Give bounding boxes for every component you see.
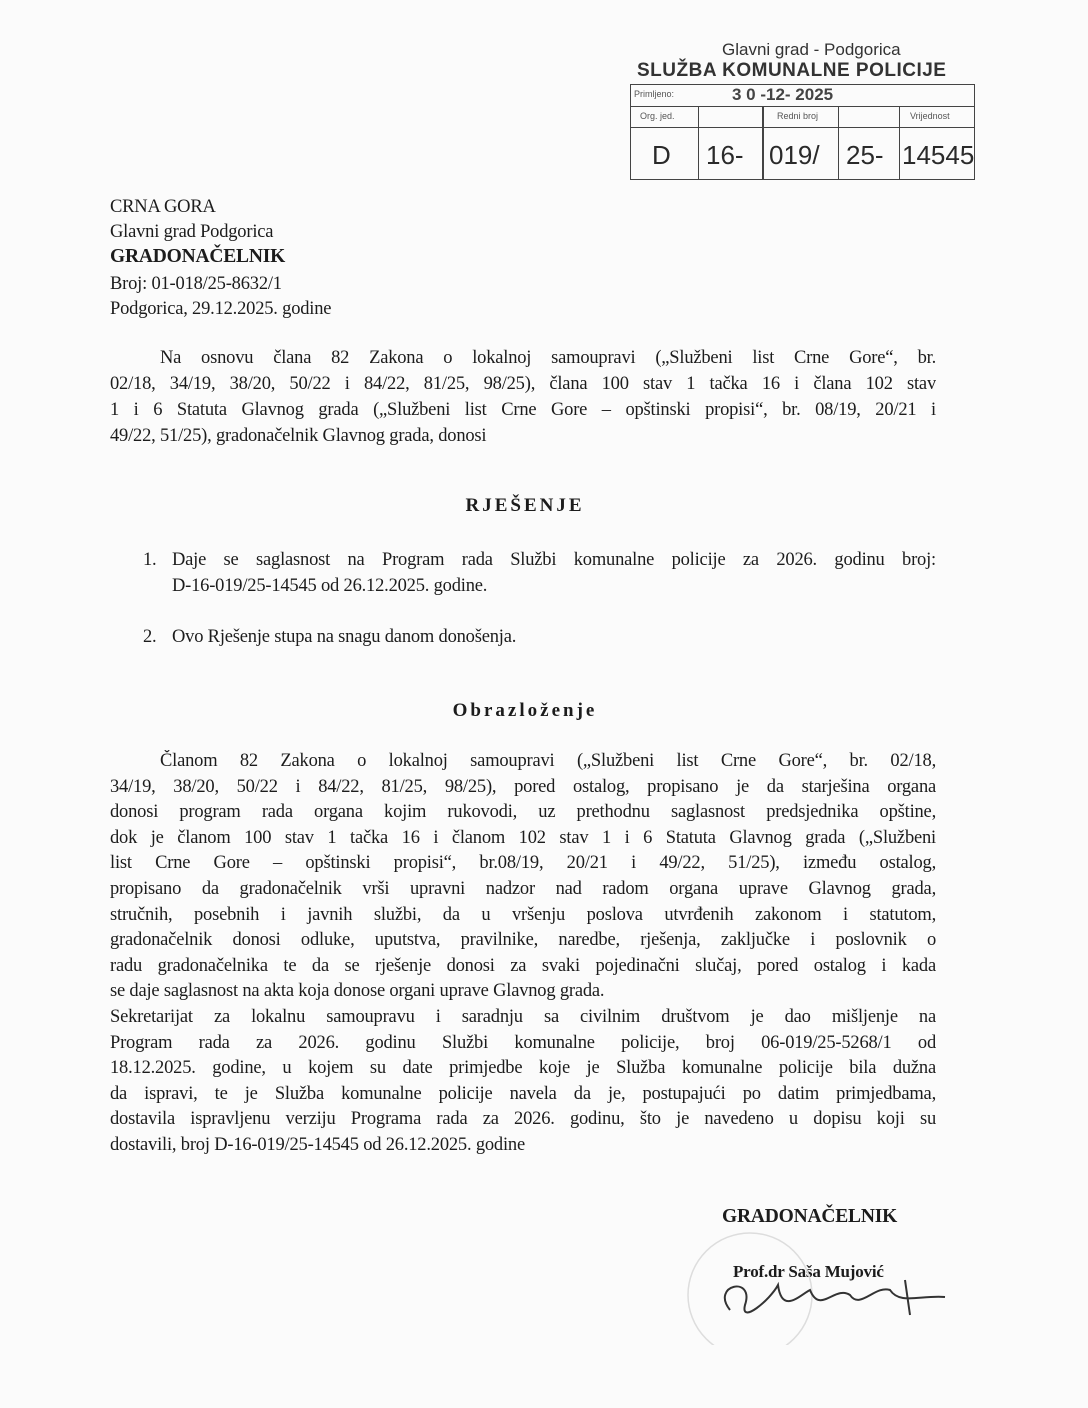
- text-line: 1 i 6 Statuta Glavnog grada („Službeni list Crne Gore – opštinski propisi“, br. 08/19, 20/21 i: [110, 400, 936, 420]
- text-line: 34/19, 38/20, 50/22 i 84/22, 81/25, 98/25), pored ostalog, propisano je da starješina organa: [110, 776, 936, 797]
- text-line: Članom 82 Zakona o lokalnoj samoupravi („Službeni list Crne Gore“, br. 02/18,: [160, 751, 936, 771]
- stamp-col-org: Org. jed.: [640, 111, 675, 121]
- country: CRNA GORA: [110, 197, 216, 217]
- text-line: Sekretarijat za lokalnu samoupravu i saradnju sa civilnim društvom je dao mišljenje na: [110, 1007, 936, 1027]
- text-line: 02/18, 34/19, 38/20, 50/22 i 84/22, 81/25, 98/25), člana 100 stav 1 tačka 16 i člana 102 stav: [110, 374, 936, 394]
- text-line: donosi program rada organa kojim rukovodi, uz prethodnu saglasnost predsjednika opštine,: [110, 802, 936, 823]
- signatory-name: Prof.dr Saša Mujović: [733, 1262, 884, 1281]
- signature-title: GRADONAČELNIK: [722, 1206, 898, 1227]
- handwritten-part: 019/: [769, 140, 820, 170]
- handwritten-part: 25-: [846, 140, 884, 170]
- text-line: 18.12.2025. godine, u kojem su date primjedbe koje je Služba komunalne policije bila dužna: [110, 1058, 936, 1079]
- text-line: dostavili, broj D-16-019/25-14545 od 26.12.2025. godine: [110, 1135, 525, 1155]
- decision-title: RJEŠENJE: [465, 495, 585, 516]
- item-text: D-16-019/25-14545 od 26.12.2025. godine.: [172, 576, 488, 596]
- text-line: da ispravi, te je Služba komunalne policije navela da je, postupajući po datim primjedbama,: [110, 1083, 936, 1104]
- stamp-received-label: Primljeno:: [634, 89, 675, 99]
- stamp-col-number: Redni broj: [777, 111, 819, 121]
- reasoning-title: Obrazloženje: [452, 700, 598, 721]
- text-line: dok je članom 100 stav 1 tačka 16 i članom 102 stav 1 i 6 Statuta Glavnog grada („Službeni: [110, 827, 936, 848]
- handwritten-part: 14545: [902, 140, 975, 170]
- official-seal-and-signature: [660, 1225, 960, 1345]
- city: Glavni grad Podgorica: [110, 222, 274, 242]
- text-line: list Crne Gore – opštinski propisi“, br.08/19, 20/21 i 49/22, 51/25), između ostalog,: [110, 853, 936, 874]
- item-text: Daje se saglasnost na Program rada Službi komunalne policije za 2026. godinu broj:: [172, 550, 936, 570]
- text-line: Program rada za 2026. godinu Službi komunalne policije, broj 06-019/25-5268/1 od: [110, 1032, 936, 1053]
- place-date: Podgorica, 29.12.2025. godine: [110, 299, 332, 319]
- text-line: gradonačelnik donosi odluke, uputstva, pravilnike, naredbe, rješenja, zaključke i poslovnik o: [110, 930, 936, 951]
- text-line: dostavila ispravljenu verziju Programa rada za 2026. godinu, što je navedeno u dopisu koji su: [110, 1109, 936, 1130]
- handwritten-part: 16-: [706, 140, 744, 170]
- stamp-office: SLUŽBA KOMUNALNE POLICIJE: [637, 60, 947, 81]
- handwritten-org: D: [652, 140, 671, 170]
- item-number: 1.: [143, 550, 157, 570]
- text-line: radu gradonačelnika te da se rješenje donosi za svaki pojedinačni slučaj, pored ostalog i kada: [110, 955, 936, 976]
- text-line: propisano da gradonačelnik vrši upravni nadzor nad radom organa uprave Glavnog grada,: [110, 879, 936, 899]
- text-line: stručnih, posebnih i javnih službi, da u vršenju poslova utvrđenih zakonom i statutom,: [110, 904, 936, 925]
- item-text: Ovo Rješenje stupa na snagu danom donošenja.: [172, 627, 517, 647]
- document-number: Broj: 01-018/25-8632/1: [110, 274, 282, 294]
- item-number: 2.: [143, 627, 157, 647]
- stamp-city: Glavni grad - Podgorica: [722, 40, 901, 59]
- stamp-received-date: 3 0 -12- 2025: [732, 85, 834, 104]
- text-line: Na osnovu člana 82 Zakona o lokalnoj samoupravi („Službeni list Crne Gore“, br.: [160, 348, 936, 368]
- stamp-col-value: Vrijednost: [910, 111, 950, 121]
- text-line: se daje saglasnost na akta koja donose organi uprave Glavnog grada.: [110, 981, 605, 1002]
- office: GRADONAČELNIK: [110, 246, 286, 267]
- text-line: 49/22, 51/25), gradonačelnik Glavnog grada, donosi: [110, 426, 487, 446]
